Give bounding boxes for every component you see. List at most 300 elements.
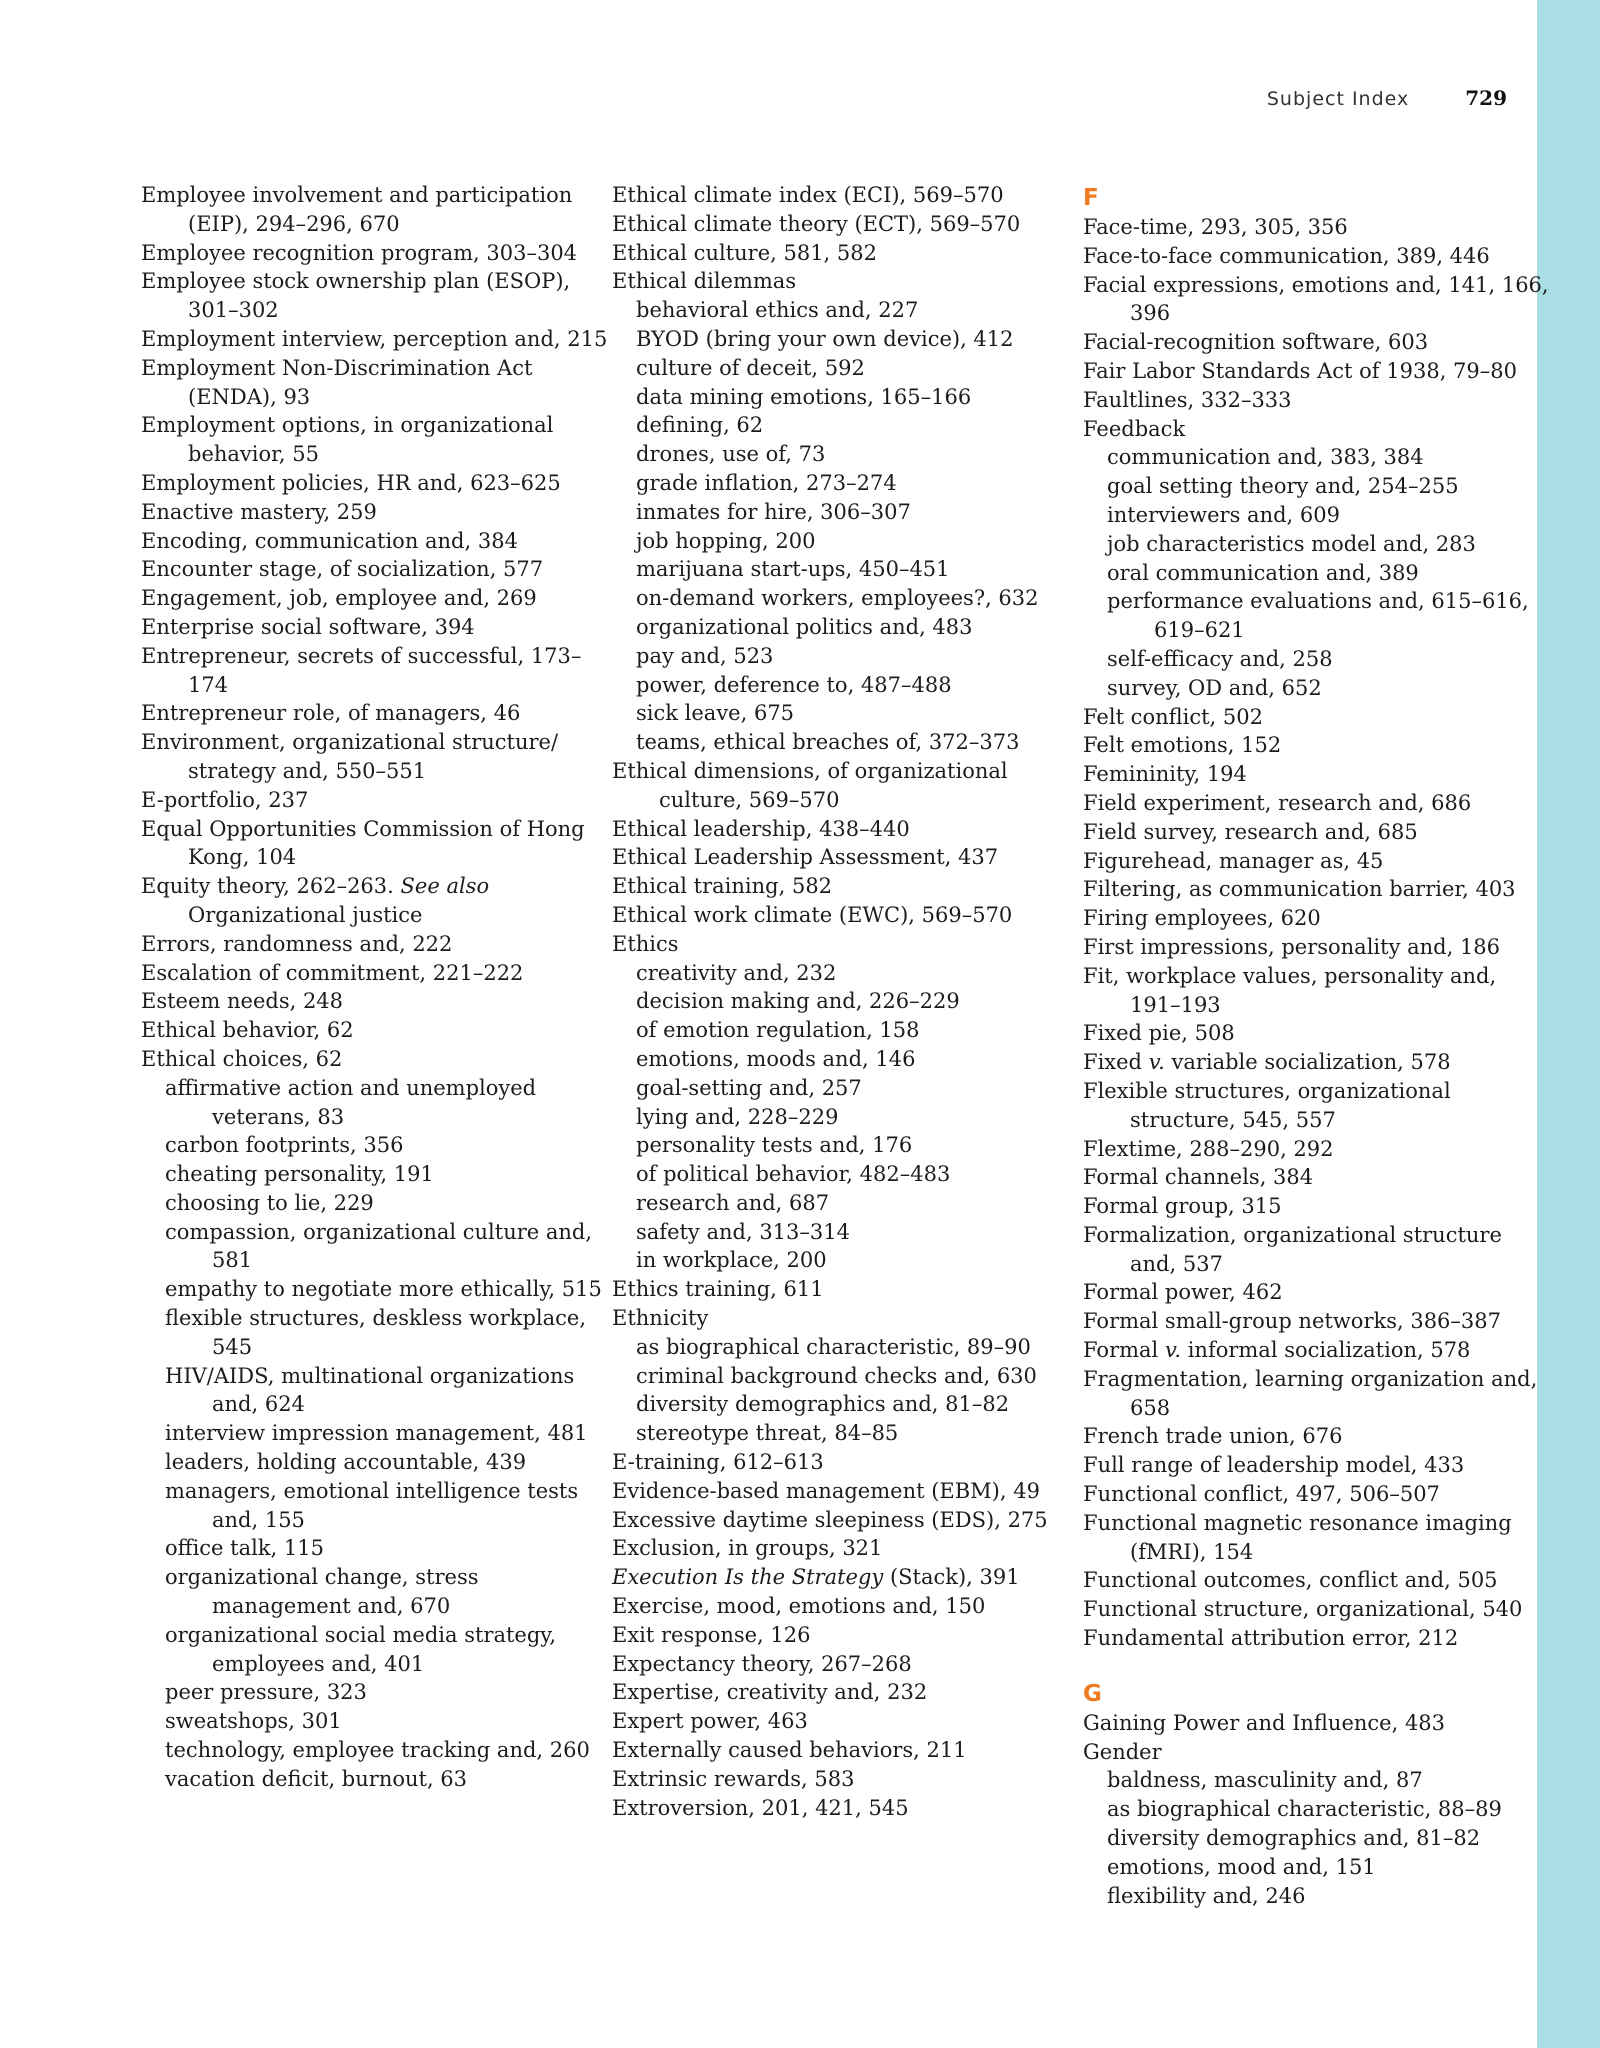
index-subentry: [141, 1275, 611, 1304]
entry-tail: informal socialization, 578: [1187, 1338, 1471, 1363]
entry-text: Enactive mastery, 259: [141, 499, 377, 524]
entry-text: Environment, organizational structure/ strategy and, 550–551: [141, 730, 559, 783]
entry-text: E-portfolio, 237: [141, 787, 309, 812]
entry-text: Fragmentation, learning organization and, 658: [1083, 1366, 1538, 1420]
index-entry: [141, 959, 611, 988]
entry-text: Face-time, 293, 305, 356: [1083, 215, 1348, 239]
entry-text: research and, 687: [636, 1190, 830, 1215]
index-entry: [1083, 818, 1553, 847]
index-entry: [1083, 213, 1553, 242]
index-subentry: [141, 1074, 611, 1132]
index-entry: [141, 267, 611, 325]
entry-text: Fixed: [1083, 1050, 1143, 1075]
entry-text: French trade union, 676: [1083, 1424, 1343, 1449]
entry-text: personality tests and, 176: [636, 1133, 913, 1158]
index-subentry: [612, 1362, 1082, 1391]
index-column-2: [612, 181, 1082, 1822]
entry-text: Employee stock ownership plan (ESOP), 301–302: [141, 269, 571, 323]
entry-text: Face-to-face communication, 389, 446: [1083, 243, 1490, 268]
section-gap: [1083, 1653, 1553, 1677]
entry-text: Ethical climate theory (ECT), 569–570: [612, 211, 1021, 236]
index-entry: [1083, 1048, 1553, 1077]
entry-text: Field survey, research and, 685: [1083, 819, 1418, 844]
entry-text: Functional conflict, 497, 506–507: [1083, 1482, 1440, 1507]
index-entry: [1083, 904, 1553, 933]
entry-text: self-efficacy and, 258: [1107, 646, 1333, 671]
entry-text: Extroversion, 201, 421, 545: [612, 1795, 909, 1820]
entry-text: technology, employee tracking and, 260: [165, 1738, 590, 1763]
entry-text: Formal: [1083, 1338, 1159, 1363]
entry-text: Gaining Power and Influence, 483: [1083, 1710, 1446, 1735]
index-entry: [141, 555, 611, 584]
index-entry: [612, 210, 1082, 239]
entry-text: goal-setting and, 257: [636, 1075, 862, 1100]
entry-text: Ethical climate index (ECI), 569–570: [612, 183, 1004, 207]
index-subentry: [1083, 1766, 1553, 1795]
index-subentry: [612, 671, 1082, 700]
index-column-1: [141, 181, 611, 1794]
index-entry: [1083, 1480, 1553, 1509]
entry-text: Employee recognition program, 303–304: [141, 240, 578, 265]
index-subentry: [1083, 501, 1553, 530]
index-column-3: [1083, 181, 1553, 1910]
entry-text: diversity demographics and, 81–82: [1107, 1826, 1481, 1851]
entry-italic: v.: [1164, 1338, 1182, 1363]
index-subentry: [1083, 645, 1553, 674]
index-subentry: [141, 1304, 611, 1362]
index-entry: [1083, 1451, 1553, 1480]
entry-text: Flexible structures, organizational structure, 545, 557: [1083, 1078, 1451, 1132]
entry-text: office talk, 115: [165, 1536, 324, 1561]
index-subentry: [1083, 443, 1553, 472]
index-subentry: [612, 1419, 1082, 1448]
index-entry: [1083, 242, 1553, 271]
index-entry: [1083, 1709, 1553, 1738]
entry-text: choosing to lie, 229: [165, 1190, 374, 1215]
index-entry: [1083, 1738, 1553, 1767]
index-subentry: [612, 411, 1082, 440]
index-entry: [612, 267, 1082, 296]
entry-text: creativity and, 232: [636, 960, 837, 985]
index-entry: [612, 1707, 1082, 1736]
entry-text: Employment options, in organizational behavior, 55: [141, 413, 554, 467]
entry-text: Facial-recognition software, 603: [1083, 330, 1429, 355]
entry-text: Exclusion, in groups, 321: [612, 1536, 883, 1561]
entry-text: Expectancy theory, 267–268: [612, 1651, 912, 1676]
index-subentry: [141, 1736, 611, 1765]
index-entry: [141, 469, 611, 498]
entry-text: goal setting theory and, 254–255: [1107, 474, 1459, 499]
index-entry: [141, 1016, 611, 1045]
index-subentry: [1083, 472, 1553, 501]
index-subentry: [612, 296, 1082, 325]
index-entry: [612, 930, 1082, 959]
index-subentry: [141, 1563, 611, 1621]
entry-text: job characteristics model and, 283: [1107, 531, 1476, 556]
index-entry: [1083, 328, 1553, 357]
entry-text: leaders, holding accountable, 439: [165, 1450, 527, 1475]
entry-text: in workplace, 200: [636, 1248, 827, 1273]
index-entry: [1083, 415, 1553, 444]
index-subentry: [612, 1160, 1082, 1189]
index-subentry: [612, 1045, 1082, 1074]
entry-tail: Organizational justice: [188, 902, 423, 927]
index-entry: [612, 181, 1082, 210]
index-subentry: [612, 527, 1082, 556]
entry-text: safety and, 313–314: [636, 1219, 850, 1244]
entry-text: carbon footprints, 356: [165, 1133, 404, 1158]
index-entry: [1083, 933, 1553, 962]
index-subentry: [141, 1189, 611, 1218]
entry-text: Felt emotions, 152: [1083, 733, 1282, 758]
index-entry: [141, 815, 611, 873]
index-subentry: [612, 354, 1082, 383]
index-entry: [1083, 1566, 1553, 1595]
index-subentry: [1083, 530, 1553, 559]
index-subentry: [141, 1707, 611, 1736]
entry-text: (Stack), 391: [889, 1565, 1020, 1590]
entry-text: baldness, masculinity and, 87: [1107, 1768, 1423, 1793]
index-entry: [1083, 703, 1553, 732]
index-subentry: [612, 1189, 1082, 1218]
index-subentry: [612, 1218, 1082, 1247]
index-entry: [612, 815, 1082, 844]
index-subentry: [612, 728, 1082, 757]
entry-text: organizational change, stress management and, 670: [165, 1565, 479, 1619]
entry-text: cheating personality, 191: [165, 1162, 434, 1187]
index-entry: [141, 498, 611, 527]
index-subentry: [141, 1362, 611, 1420]
entry-text: Functional magnetic resonance imaging (fMRI), 154: [1083, 1510, 1512, 1564]
index-entry: [612, 757, 1082, 815]
index-entry: [612, 843, 1082, 872]
entry-text: Formal power, 462: [1083, 1280, 1283, 1305]
index-subentry: [141, 1621, 611, 1679]
entry-text: Equal Opportunities Commission of Hong Kong, 104: [141, 816, 585, 870]
index-subentry: [1083, 587, 1553, 645]
entry-text: oral communication and, 389: [1107, 560, 1419, 585]
entry-text: Ethics training, 611: [612, 1277, 824, 1302]
index-entry: [1083, 1307, 1553, 1336]
entry-tail: variable socialization, 578: [1171, 1050, 1451, 1075]
index-entry: [612, 1650, 1082, 1679]
entry-text: Formal channels, 384: [1083, 1165, 1314, 1190]
index-entry: [1083, 1624, 1553, 1653]
entry-text: BYOD (bring your own device), 412: [636, 326, 1014, 351]
index-entry: [1083, 1221, 1553, 1279]
entry-text: behavioral ethics and, 227: [636, 298, 919, 323]
entry-text: Esteem needs, 248: [141, 989, 344, 1014]
entry-text: Ethical dilemmas: [612, 269, 797, 294]
entry-text: Exit response, 126: [612, 1622, 811, 1647]
index-entry: [1083, 1336, 1553, 1365]
index-subentry: [612, 1074, 1082, 1103]
entry-text: decision making and, 226–229: [636, 989, 960, 1014]
entry-text: flexible structures, deskless workplace, 545: [165, 1306, 587, 1359]
entry-text: peer pressure, 323: [165, 1680, 367, 1705]
entry-text: Filtering, as communication barrier, 403: [1083, 877, 1516, 902]
entry-text: as biographical characteristic, 88–89: [1107, 1797, 1502, 1822]
index-entry: [141, 613, 611, 642]
entry-text: Faultlines, 332–333: [1083, 387, 1292, 412]
entry-text: Entrepreneur, secrets of successful, 173–174: [141, 643, 582, 697]
section-letter: F: [1083, 185, 1099, 211]
entry-text: HIV/AIDS, multinational organizations and, 624: [165, 1363, 575, 1417]
entry-text: Functional structure, organizational, 540: [1083, 1597, 1523, 1622]
index-subentry: [141, 1534, 611, 1563]
entry-text: interview impression management, 481: [165, 1421, 588, 1446]
index-subentry: [612, 987, 1082, 1016]
entry-text: Employment policies, HR and, 623–625: [141, 470, 561, 495]
index-entry: [1083, 1192, 1553, 1221]
index-subentry: [141, 1678, 611, 1707]
index-entry: [141, 181, 611, 239]
entry-text: on-demand workers, employees?, 632: [636, 586, 1039, 611]
index-subentry: [141, 1448, 611, 1477]
index-entry: [141, 239, 611, 268]
entry-text: sick leave, 675: [636, 701, 795, 726]
index-entry: [1083, 962, 1553, 1020]
index-entry: [141, 1045, 611, 1074]
entry-text: diversity demographics and, 81–82: [636, 1392, 1010, 1417]
entry-text: performance evaluations and, 615–616, 619–621: [1107, 589, 1529, 643]
entry-text: Ethnicity: [612, 1306, 709, 1331]
index-entry: [612, 1534, 1082, 1563]
entry-text: survey, OD and, 652: [1107, 675, 1322, 700]
index-entry: [141, 872, 611, 930]
entry-text: Employment Non-Discrimination Act (ENDA), 93: [141, 355, 533, 409]
index-entry: [1083, 875, 1553, 904]
index-entry: [1083, 847, 1553, 876]
entry-text: Femininity, 194: [1083, 762, 1247, 787]
entry-text: Ethical choices, 62: [141, 1046, 343, 1071]
entry-text: organizational politics and, 483: [636, 614, 973, 639]
entry-text: Expert power, 463: [612, 1709, 808, 1734]
entry-text: Encounter stage, of socialization, 577: [141, 557, 544, 582]
entry-text: inmates for hire, 306–307: [636, 499, 911, 524]
index-subentry: [1083, 1795, 1553, 1824]
index-entry: [1083, 1077, 1553, 1135]
entry-italic: See also: [400, 874, 490, 899]
entry-text: lying and, 228–229: [636, 1104, 839, 1129]
entry-text: Ethical work climate (EWC), 569–570: [612, 902, 1013, 927]
index-entry: [612, 239, 1082, 268]
entry-text: Exercise, mood, emotions and, 150: [612, 1594, 986, 1619]
entry-text: Felt conflict, 502: [1083, 704, 1263, 729]
entry-text: empathy to negotiate more ethically, 515: [165, 1277, 602, 1302]
entry-italic: v.: [1148, 1050, 1165, 1075]
entry-text: defining, 62: [636, 413, 764, 438]
entry-text: First impressions, personality and, 186: [1083, 934, 1501, 959]
index-entry: [141, 987, 611, 1016]
index-entry: [1083, 1278, 1553, 1307]
entry-text: Functional outcomes, conflict and, 505: [1083, 1568, 1498, 1593]
index-subentry: [612, 469, 1082, 498]
index-entry: [141, 527, 611, 556]
index-subentry: [612, 1131, 1082, 1160]
entry-text: compassion, organizational culture and, 581: [165, 1219, 593, 1273]
section-letter: G: [1083, 1680, 1102, 1707]
entry-text: Ethical behavior, 62: [141, 1018, 354, 1043]
index-subentry: [1083, 674, 1553, 703]
index-subentry: [612, 440, 1082, 469]
index-subentry: [612, 325, 1082, 354]
index-subentry: [612, 584, 1082, 613]
entry-text: Feedback: [1083, 416, 1186, 441]
entry-text: of emotion regulation, 158: [636, 1018, 920, 1043]
entry-text: as biographical characteristic, 89–90: [636, 1334, 1031, 1359]
entry-text: Figurehead, manager as, 45: [1083, 848, 1384, 873]
entry-text: emotions, moods and, 146: [636, 1046, 916, 1071]
entry-text: culture of deceit, 592: [636, 355, 865, 380]
index-entry: [141, 584, 611, 613]
entry-text: marijuana start-ups, 450–451: [636, 557, 950, 582]
index-subentry: [612, 613, 1082, 642]
index-entry: [141, 411, 611, 469]
entry-text: pay and, 523: [636, 643, 774, 668]
entry-text: Formal group, 315: [1083, 1194, 1282, 1219]
index-entry: [141, 354, 611, 412]
entry-text: Employment interview, perception and, 215: [141, 326, 608, 351]
entry-text: emotions, mood and, 151: [1107, 1854, 1376, 1879]
index-subentry: [141, 1419, 611, 1448]
entry-text: Flextime, 288–290, 292: [1083, 1136, 1334, 1161]
index-subentry: [141, 1477, 611, 1535]
index-subentry: [612, 1333, 1082, 1362]
entry-text: organizational social media strategy, employees and, 401: [165, 1622, 557, 1676]
index-subentry: [1083, 559, 1553, 588]
index-entry: [612, 1621, 1082, 1650]
index-subentry: [612, 1016, 1082, 1045]
entry-text: affirmative action and unemployed veterans, 83: [165, 1075, 537, 1129]
entry-text: job hopping, 200: [636, 528, 816, 553]
running-head-title: Subject Index: [1266, 88, 1410, 110]
entry-text: Formalization, organizational structure and, 537: [1083, 1222, 1502, 1276]
index-entry: [612, 901, 1082, 930]
index-subentry: [141, 1218, 611, 1276]
entry-text: power, deference to, 487–488: [636, 672, 952, 697]
entry-text: managers, emotional intelligence tests and, 155: [165, 1478, 579, 1532]
entry-text: Errors, randomness and, 222: [141, 931, 453, 956]
index-entry: [1083, 1595, 1553, 1624]
index-entry: [141, 786, 611, 815]
index-entry: [612, 1678, 1082, 1707]
index-subentry: [612, 1390, 1082, 1419]
index-entry: [141, 325, 611, 354]
index-subentry: [612, 1103, 1082, 1132]
index-entry: [1083, 1422, 1553, 1451]
index-entry: [1083, 1509, 1553, 1567]
index-entry: [1083, 386, 1553, 415]
index-subentry: [1083, 1824, 1553, 1853]
page-number: 729: [1465, 86, 1507, 110]
entry-text: stereotype threat, 84–85: [636, 1421, 899, 1446]
index-subentry: [612, 699, 1082, 728]
entry-text: Expertise, creativity and, 232: [612, 1680, 928, 1705]
entry-text: Facial expressions, emotions and, 141, 166, 396: [1083, 272, 1549, 326]
entry-text: Ethical Leadership Assessment, 437: [612, 845, 999, 870]
entry-text: Fixed pie, 508: [1083, 1021, 1235, 1046]
entry-text: E-training, 612–613: [612, 1450, 824, 1475]
entry-text: of political behavior, 482–483: [636, 1162, 951, 1187]
entry-text: Extrinsic rewards, 583: [612, 1766, 855, 1791]
index-entry: [1083, 1163, 1553, 1192]
index-entry: [141, 728, 611, 786]
entry-text: Enterprise social software, 394: [141, 614, 475, 639]
entry-text: communication and, 383, 384: [1107, 445, 1424, 470]
index-entry: [612, 872, 1082, 901]
entry-text: criminal background checks and, 630: [636, 1363, 1037, 1388]
entry-text: drones, use of, 73: [636, 442, 826, 467]
index-subentry: [141, 1131, 611, 1160]
index-entry: [612, 1736, 1082, 1765]
index-entry: [1083, 1365, 1553, 1423]
entry-text: Ethical dimensions, of organizational culture, 569–570: [612, 758, 1008, 812]
entry-text: Excessive daytime sleepiness (EDS), 275: [612, 1507, 1048, 1532]
index-entry: [612, 1448, 1082, 1477]
entry-text: Gender: [1083, 1739, 1162, 1764]
entry-text: Entrepreneur role, of managers, 46: [141, 701, 521, 726]
entry-text: Encoding, communication and, 384: [141, 528, 518, 553]
index-entry: [612, 1765, 1082, 1794]
entry-text: Firing employees, 620: [1083, 906, 1321, 931]
entry-text: Fundamental attribution error, 212: [1083, 1626, 1459, 1651]
entry-text: data mining emotions, 165–166: [636, 384, 972, 409]
entry-text: Ethics: [612, 931, 679, 956]
index-entry: [612, 1477, 1082, 1506]
running-head: [1267, 86, 1507, 110]
entry-title-italic: Execution Is the Strategy: [612, 1565, 884, 1590]
entry-text: grade inflation, 273–274: [636, 470, 897, 495]
index-entry: [612, 1592, 1082, 1621]
index-entry: [612, 1506, 1082, 1535]
entry-text: Ethical training, 582: [612, 874, 833, 899]
entry-text: Ethical leadership, 438–440: [612, 816, 910, 841]
index-entry: [1083, 1135, 1553, 1164]
index-entry: [612, 1304, 1082, 1333]
entry-text: Formal small-group networks, 386–387: [1083, 1309, 1502, 1334]
entry-text: Engagement, job, employee and, 269: [141, 586, 537, 611]
entry-text: sweatshops, 301: [165, 1709, 342, 1734]
index-subentry: [1083, 1882, 1553, 1911]
index-subentry: [612, 1246, 1082, 1275]
index-subentry: [612, 498, 1082, 527]
index-entry: [1083, 731, 1553, 760]
index-entry: [612, 1563, 1082, 1592]
entry-text: Ethical culture, 581, 582: [612, 240, 877, 265]
index-entry: [1083, 357, 1553, 386]
index-entry: [141, 642, 611, 700]
index-entry: [612, 1794, 1082, 1823]
entry-text: Evidence-based management (EBM), 49: [612, 1478, 1040, 1503]
index-subentry: [612, 642, 1082, 671]
index-entry: [1083, 1019, 1553, 1048]
index-subentry: [612, 555, 1082, 584]
entry-text: Equity theory, 262–263.: [141, 874, 394, 899]
index-entry: [1083, 789, 1553, 818]
entry-text: Externally caused behaviors, 211: [612, 1738, 967, 1763]
index-subentry: [612, 959, 1082, 988]
index-subentry: [141, 1160, 611, 1189]
index-entry: [141, 930, 611, 959]
index-subentry: [612, 383, 1082, 412]
entry-text: vacation deficit, burnout, 63: [165, 1766, 468, 1791]
index-entry: [141, 699, 611, 728]
entry-text: teams, ethical breaches of, 372–373: [636, 730, 1020, 755]
index-subentry: [1083, 1853, 1553, 1882]
entry-text: Fair Labor Standards Act of 1938, 79–80: [1083, 358, 1517, 383]
index-subentry: [141, 1765, 611, 1794]
